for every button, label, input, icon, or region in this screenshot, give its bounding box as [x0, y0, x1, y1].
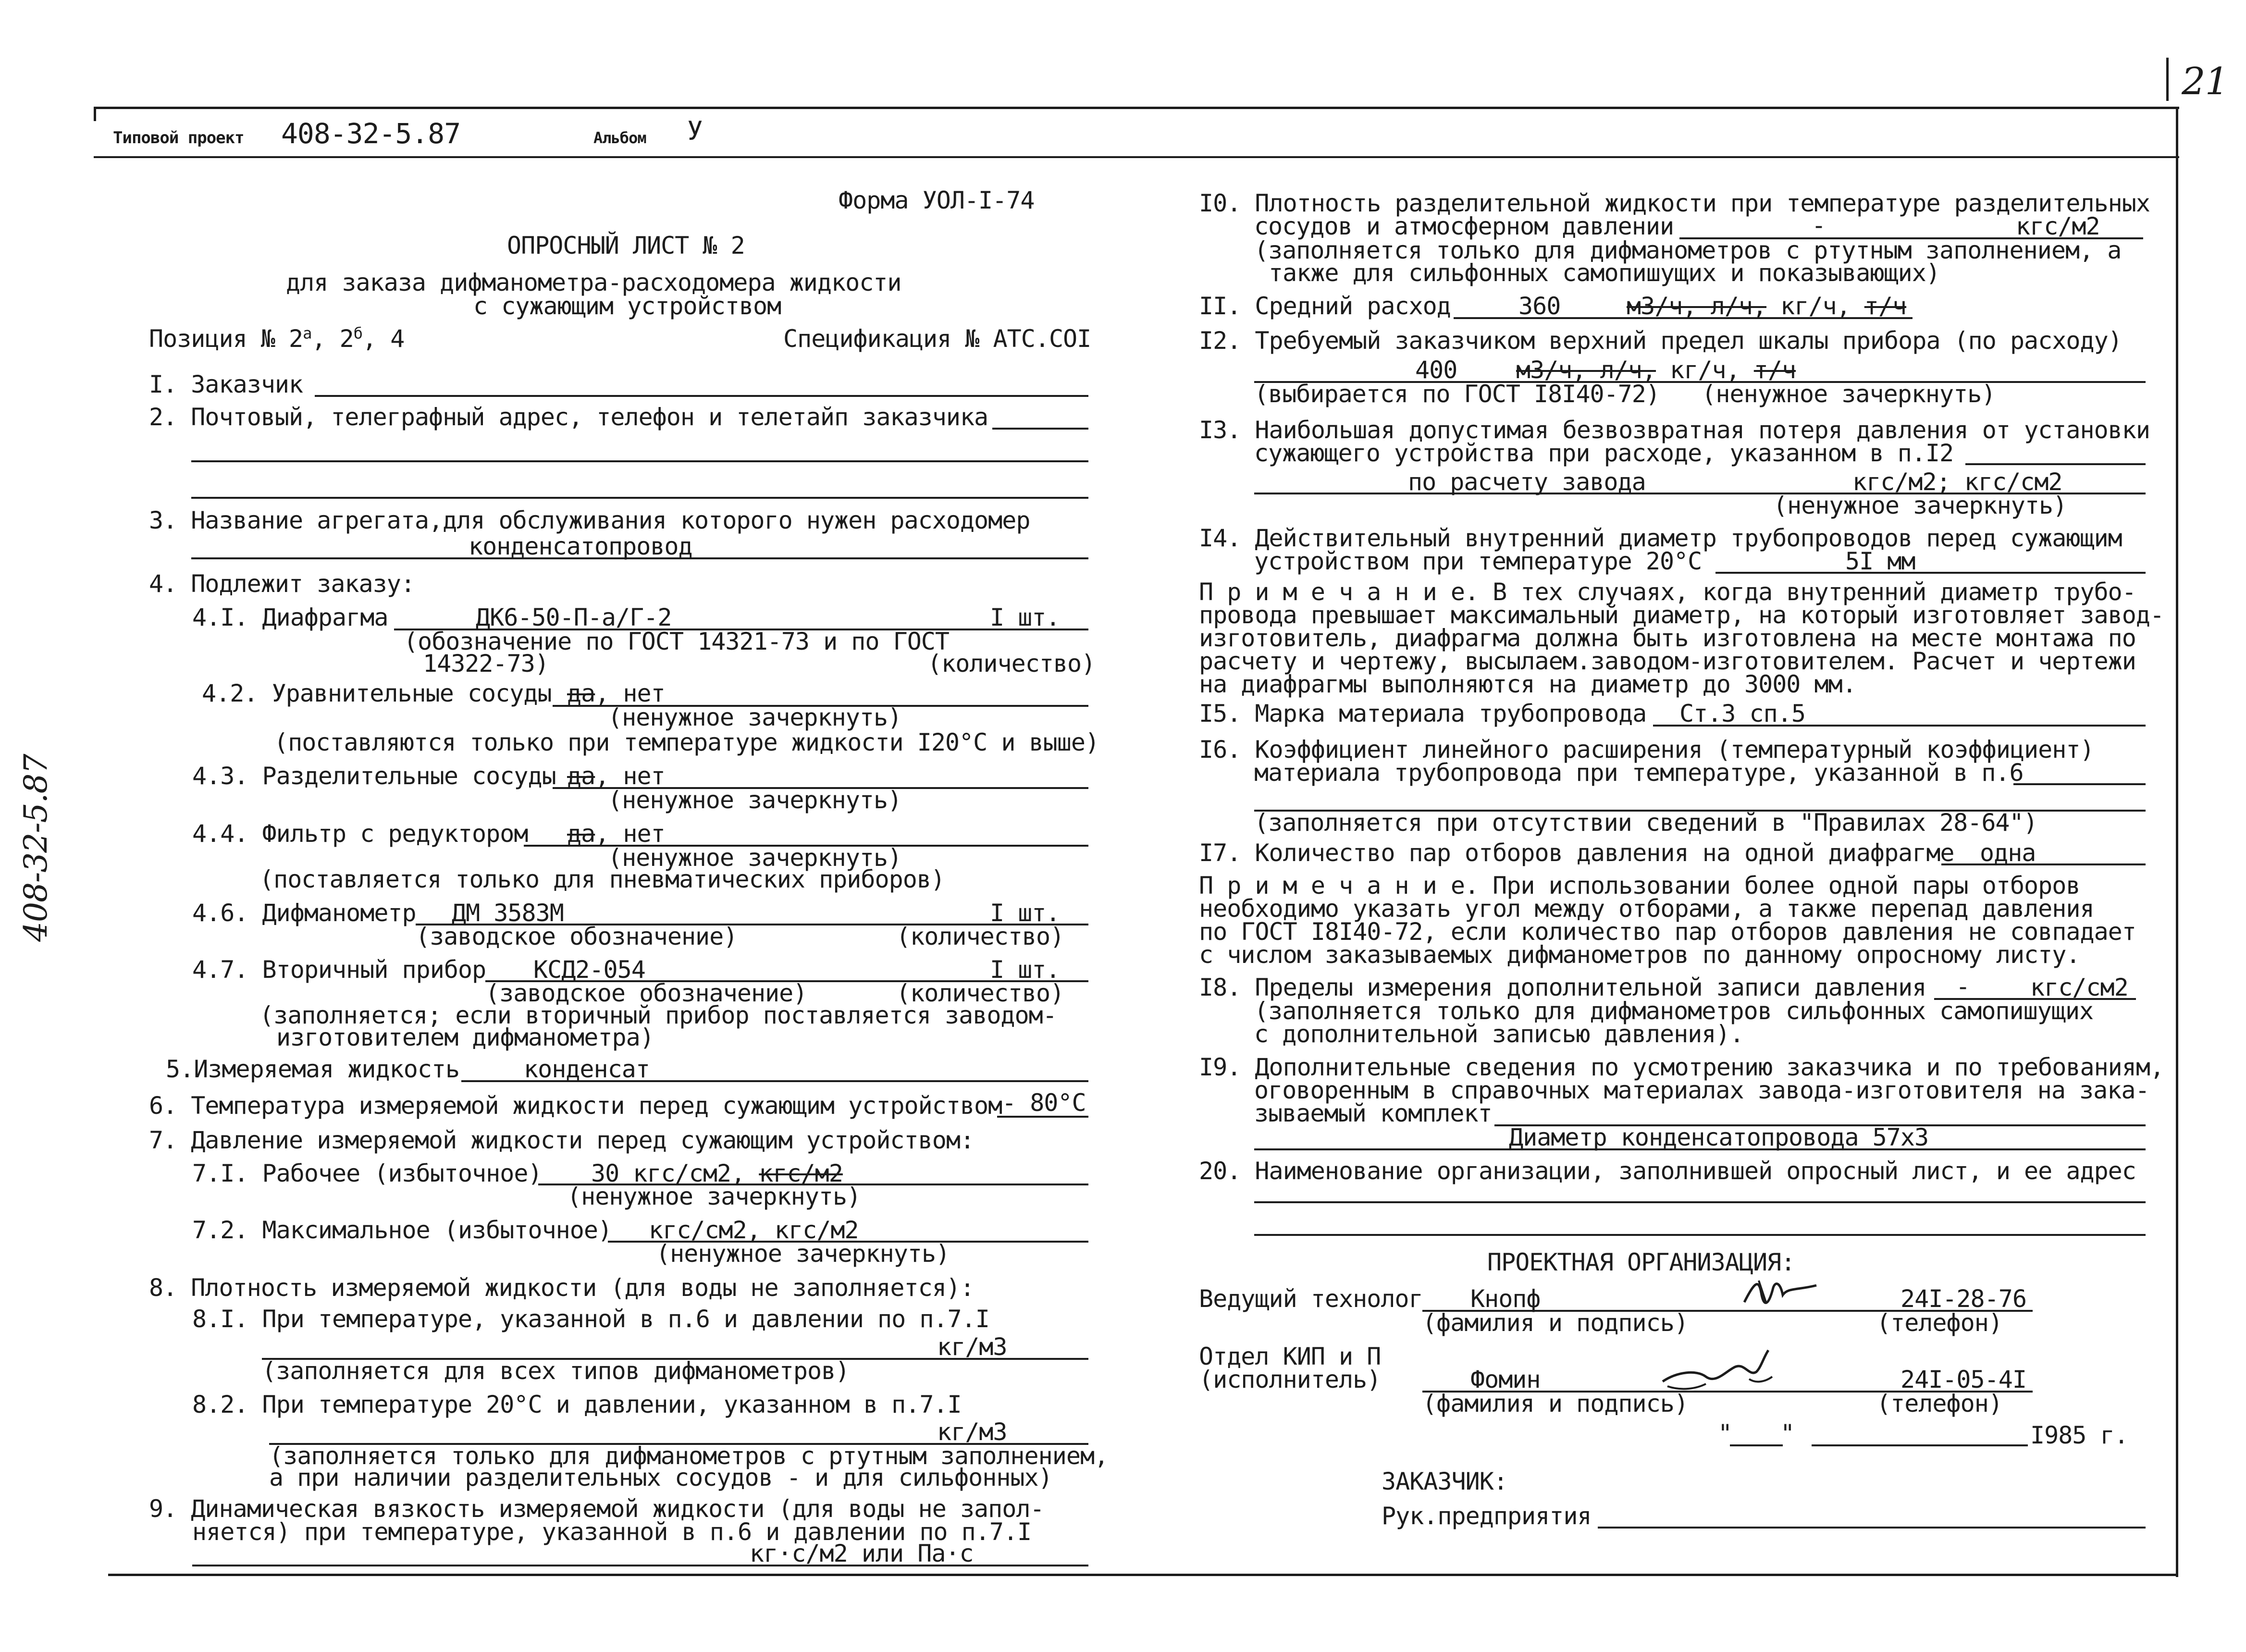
position-end: , 4	[362, 325, 405, 353]
item-6-line	[997, 1116, 1088, 1118]
item-4-3-no: , нет	[595, 762, 665, 790]
item-12-unit-strike: т/ч	[1753, 356, 1796, 384]
item-5-line	[461, 1080, 1088, 1082]
item-4-1-label: 4.I. Диафрагма	[192, 604, 388, 631]
item-13-units: кгс/м2; кгс/см2	[1852, 468, 2062, 496]
item-13-value: по расчету завода	[1408, 468, 1646, 496]
item-10-line-1: I0. Плотность разделительной жидкости при температуре разделительных	[1199, 189, 2150, 217]
item-15-line	[1653, 725, 2146, 727]
item-4-2-value	[567, 681, 665, 705]
lead-sign-note: (фамилия и подпись)	[1422, 1309, 1688, 1337]
item-4-7-factory: (заводское обозначение)	[485, 979, 807, 1007]
item-4-3-value	[567, 764, 665, 788]
item-8-label: 8. Плотность измеряемой жидкости (для воды не заполняется):	[149, 1274, 975, 1302]
item-16-line-2: материала трубопровода при температуре, указанной в п.6	[1254, 759, 2024, 787]
date-year: I985 г.	[2030, 1421, 2128, 1449]
item-18-unit: кгс/см2	[2030, 974, 2128, 1001]
item-17-line	[1941, 863, 2146, 865]
item-12-note: (выбирается по ГОСТ I8I40-72) (ненужное зачеркнуть)	[1254, 380, 1996, 408]
item-9-line-1: 9. Динамическая вязкость измеряемой жидкости (для воды не запол-	[149, 1495, 1044, 1523]
item-2-line-a	[992, 428, 1088, 430]
item-19-line-b	[1254, 1148, 2146, 1150]
lead-label: Ведущий технолог	[1199, 1285, 1423, 1313]
lead-name: Кнопф	[1470, 1285, 1541, 1313]
item-18-value: -	[1956, 973, 1970, 1000]
item-13-line-1: I3. Наибольшая допустимая безвозвратная потеря давления от установки	[1199, 416, 2150, 444]
project-label: Типовой проект	[113, 128, 244, 148]
item-12-units-strike: м3/ч, л/ч,	[1516, 356, 1656, 384]
item-4-3-label: 4.3. Разделительные сосуды	[192, 762, 556, 790]
item-17-value: одна	[1980, 839, 2036, 867]
item-4-4-no: , нет	[595, 820, 665, 848]
item-18-line-1: I8. Пределы измерения дополнительной записи давления	[1199, 974, 1926, 1001]
frame-right	[2176, 107, 2178, 1577]
item-8-2-note-1: (заполняется только для дифманометров с ртутным заполнением,	[269, 1442, 1109, 1470]
item-4-4-label: 4.4. Фильтр с редуктором	[192, 820, 528, 848]
item-4-7-label: 4.7. Вторичный прибор	[192, 956, 486, 984]
frame-left-tick	[94, 107, 96, 121]
album-value: У	[687, 116, 703, 146]
sheet-subtitle-2: с сужающим устройством	[473, 292, 781, 320]
item-17-label: I7. Количество пар отборов давления на одной диафрагме	[1199, 839, 1954, 867]
item-7-1-value	[591, 1161, 843, 1185]
item-20-line-b	[1254, 1234, 2146, 1236]
position-mid: , 2	[311, 325, 354, 353]
item-7-2-value: кгс/см2, кгс/м2	[649, 1216, 859, 1244]
item-7-1-strike: кгс/м2	[759, 1159, 843, 1187]
item-19-line-3: зываемый комплект	[1254, 1099, 1492, 1127]
item-11-units	[1627, 294, 1906, 318]
margin-tick-top	[2166, 58, 2169, 101]
item-7-1-label: 7.I. Рабочее (избыточное)	[192, 1159, 542, 1187]
item-4-4-note: (поставляется только для пневматических приборов)	[259, 865, 945, 893]
item-3-line	[191, 557, 1088, 559]
item-8-2-note-2: а при наличии разделительных сосудов - и для сильфонных)	[269, 1464, 1052, 1492]
item-2-label: 2. Почтовый, телеграфный адрес, телефон и телетайп заказчика	[149, 403, 988, 431]
frame-header-line	[94, 156, 2179, 158]
org-heading: ПРОЕКТНАЯ ОРГАНИЗАЦИЯ:	[1487, 1248, 1795, 1276]
item-8-1-note: (заполняется для всех типов дифманометров)	[262, 1357, 850, 1385]
item-12-unit: кг/ч,	[1670, 356, 1740, 384]
item-4-6-qty-note: (количество)	[896, 923, 1064, 950]
item-7-2-unneeded: (ненужное зачеркнуть)	[656, 1240, 950, 1268]
item-4-2-no: , нет	[595, 679, 665, 707]
item-6-label: 6. Температура измеряемой жидкости перед сужающим устройством	[149, 1092, 1002, 1120]
item-4-6-value: ДМ 3583М	[452, 899, 564, 927]
item-14-line-2: устройством при температуре 20°C	[1254, 547, 1702, 575]
item-15-label: I5. Марка материала трубопровода	[1199, 700, 1647, 727]
note-1-line-1: П р и м е ч а н и е. В тех случаях, когда внутренний диаметр трубо-	[1199, 578, 2136, 606]
date-quote-open: "	[1718, 1419, 1732, 1447]
item-11-unit-strike: т/ч	[1864, 292, 1907, 320]
item-1-line	[315, 395, 1088, 397]
item-4-1-value: ДК6-50-П-а/Г-2	[476, 604, 672, 631]
page-number: 21	[2182, 60, 2229, 103]
item-4-1-note-3: (количество)	[927, 650, 1096, 678]
executor-sign-note: (фамилия и подпись)	[1422, 1390, 1688, 1418]
head-line	[1598, 1527, 2146, 1529]
item-4-7-qty: I шт.	[990, 956, 1060, 984]
dept-label: Отдел КИП и П	[1199, 1343, 1381, 1370]
item-10-unit: кгс/м2	[2016, 212, 2100, 240]
item-16-line-a	[2013, 783, 2146, 785]
item-3-label: 3. Название агрегата,для обслуживания которого нужен расходомер	[149, 506, 1030, 534]
date-day-line	[1730, 1444, 1783, 1446]
item-2-line-b	[191, 460, 1088, 462]
note-2-line-3: по ГОСТ I8I40-72, если количество пар отборов давления не совпадает	[1199, 918, 2136, 946]
item-7-2-label: 7.2. Максимальное (избыточное)	[192, 1216, 612, 1244]
item-7-1-unneeded: (ненужное зачеркнуть)	[567, 1183, 861, 1210]
item-11-units-strike: м3/ч, л/ч,	[1627, 292, 1767, 320]
form-code: Форма УОЛ-I-74	[839, 186, 1035, 214]
frame-top	[94, 107, 2179, 109]
item-15-value: Ст.3 сп.5	[1679, 700, 1805, 727]
item-4-2-yes: да	[567, 679, 595, 707]
item-10-note-1: (заполняется только для дифманометров с ртутным заполнением, а	[1254, 236, 2122, 264]
item-4-3-unneeded: (ненужное зачеркнуть)	[608, 786, 902, 814]
item-13-line-a	[1965, 463, 2146, 465]
item-19-line-1: I9. Дополнительные сведения по усмотрению заказчика и по требованиям,	[1199, 1053, 2164, 1081]
item-5-label: 5.Измеряемая жидкость	[166, 1055, 460, 1083]
position-sup-b: б	[353, 324, 362, 343]
item-4-6-factory: (заводское обозначение)	[416, 923, 738, 950]
date-quote-close: "	[1780, 1419, 1795, 1447]
note-1-line-2: провода превышает максимальный диаметр, на который изготовляет завод-	[1199, 601, 2164, 629]
executor-phone-note: (телефон)	[1876, 1390, 2002, 1418]
item-4-6-qty: I шт.	[990, 899, 1060, 927]
item-13-note: (ненужное зачеркнуть)	[1773, 492, 2067, 519]
item-4-6-label: 4.6. Дифманометр	[192, 899, 416, 927]
item-4-1-note-2: 14322-73)	[423, 650, 549, 678]
item-12-value: 400	[1415, 356, 1457, 384]
item-12-units	[1516, 358, 1796, 382]
item-11-line	[1454, 317, 1913, 319]
item-9-line	[192, 1565, 1088, 1566]
note-1-line-4: расчету и чертежу, высылаем.заводом-изготовителем. Расчет и чертежи	[1199, 647, 2136, 675]
item-16-line-1: I6. Коэффициент линейного расширения (температурный коэффициент)	[1199, 736, 2094, 764]
customer-heading: ЗАКАЗЧИК:	[1382, 1467, 1507, 1495]
item-4-7-qty-note: (количество)	[896, 979, 1064, 1007]
item-12-line-1: I2. Требуемый заказчиком верхний предел шкалы прибора (по расходу)	[1199, 327, 2122, 355]
item-19-value: Диаметр конденсатопровода 57х3	[1509, 1123, 1929, 1151]
item-10-note-2: также для сильфонных самопишущих и показывающих)	[1269, 259, 1940, 287]
item-4-4-value	[567, 822, 665, 846]
lead-signature	[1740, 1273, 1821, 1312]
item-13-line-2: сужающего устройства при расходе, указанном в п.I2	[1254, 439, 1954, 467]
dept-executor: (исполнитель)	[1199, 1366, 1381, 1393]
item-20-line-a	[1254, 1201, 2146, 1203]
note-2-line-1: П р и м е ч а н и е. При использовании более одной пары отборов	[1199, 872, 2080, 900]
item-4-7-note-1: (заполняется; если вторичный прибор поставляется заводом-	[259, 1001, 1057, 1029]
item-8-1-unit: кг/м3	[937, 1333, 1007, 1361]
item-4-7-note-2: изготовителем дифманометра)	[276, 1023, 654, 1051]
item-11-value: 360	[1518, 292, 1561, 320]
position-label: Позиция № 2	[149, 325, 303, 353]
item-14-value: 5I мм	[1845, 547, 1915, 575]
project-code: 408-32-5.87	[281, 117, 461, 150]
item-4-label: 4. Подлежит заказу:	[149, 570, 415, 598]
item-6-value: - 80°C	[1002, 1089, 1086, 1117]
item-14-line-1: I4. Действительный внутренний диаметр трубопроводов перед сужающим	[1199, 524, 2122, 552]
item-8-1-label: 8.I. При температуре, указанной в п.6 и давлении по п.7.I	[192, 1305, 989, 1333]
head-label: Рук.предприятия	[1382, 1502, 1592, 1530]
item-8-2-unit: кг/м3	[937, 1418, 1007, 1446]
item-20-label: 20. Наименование организации, заполнившей опросный лист, и ее адрес	[1199, 1157, 2136, 1185]
item-16-note: (заполняется при отсутствии сведений в "Правилах 28-64")	[1254, 809, 2037, 837]
item-4-4-yes: да	[567, 820, 595, 848]
lead-phone: 24I-28-76	[1900, 1285, 2026, 1313]
executor-phone: 24I-05-4I	[1900, 1366, 2026, 1393]
item-11-unit: кг/ч,	[1780, 292, 1851, 320]
item-10-line-2: сосудов и атмосферном давлении	[1254, 212, 1674, 240]
position-sup-a: а	[303, 324, 312, 343]
lead-phone-note: (телефон)	[1876, 1309, 2002, 1337]
item-4-1-qty: I шт.	[990, 604, 1060, 631]
item-9-unit: кг·с/м2 или Па·с	[750, 1540, 974, 1567]
sheet-subtitle-1: для заказа дифманометра-расходомера жидкости	[286, 269, 901, 296]
date-month-line	[1812, 1444, 2028, 1446]
item-4-4-unneeded: (ненужное зачеркнуть)	[608, 844, 902, 872]
item-7-1-unit: 30 кгс/см2,	[591, 1159, 745, 1187]
item-4-2-unneeded: (ненужное зачеркнуть)	[608, 703, 902, 731]
item-4-2-note: (поставляются только при температуре жидкости I20°C и выше)	[274, 728, 1099, 756]
item-4-1-note-1: (обозначение по ГОСТ 14321-73 и по ГОСТ	[404, 628, 949, 655]
item-10-value: -	[1812, 211, 1826, 239]
item-4-7-value: КСД2-054	[533, 956, 645, 984]
item-7-label: 7. Давление измеряемой жидкости перед сужающим устройством:	[149, 1126, 975, 1154]
item-9-line-2: няется) при температуре, указанной в п.6 и давлении по п.7.I	[192, 1518, 1032, 1546]
note-1-line-3: изготовитель, диафрагма должна быть изготовлена на месте монтажа по	[1199, 624, 2136, 652]
sheet-title: ОПРОСНЫЙ ЛИСТ № 2	[507, 232, 745, 259]
album-label: Альбом	[593, 129, 646, 147]
item-14-line	[1715, 572, 2146, 574]
item-18-note-1: (заполняется только для дифманометров сильфонных самопишущих	[1254, 997, 2094, 1025]
item-4-2-label: 4.2. Уравнительные сосуды	[202, 679, 552, 707]
note-2-line-4: с числом заказываемых дифманометров по данному опросному листу.	[1199, 941, 2080, 969]
item-5-value: конденсат	[524, 1055, 650, 1083]
executor-name: Фомин	[1470, 1366, 1541, 1393]
executor-signature	[1653, 1343, 1778, 1396]
item-11-label: II. Средний расход	[1199, 292, 1451, 320]
item-8-2-label: 8.2. При температуре 20°C и давлении, указанном в п.7.I	[192, 1391, 962, 1418]
item-18-note-2: с дополнительной записью давления).	[1254, 1020, 1744, 1048]
note-2-line-2: необходимо указать угол между отборами, а также перепад давления	[1199, 895, 2094, 923]
item-2-line-c	[191, 497, 1088, 499]
item-1-label: I. Заказчик	[149, 370, 303, 398]
item-19-line-2: оговоренным в справочных материалах завода-изготовителя на зака-	[1254, 1076, 2149, 1104]
item-4-3-yes: да	[567, 762, 595, 790]
position-line	[149, 324, 405, 353]
vertical-code: 408-32-5.87	[17, 754, 54, 942]
item-3-value: конденсатопровод	[469, 532, 692, 560]
frame-bottom	[108, 1574, 2177, 1576]
note-1-line-5: на диафрагмы выполняются на диаметр до 3000 мм.	[1199, 670, 1856, 698]
specification: Спецификация № АТС.СОI	[783, 325, 1091, 353]
